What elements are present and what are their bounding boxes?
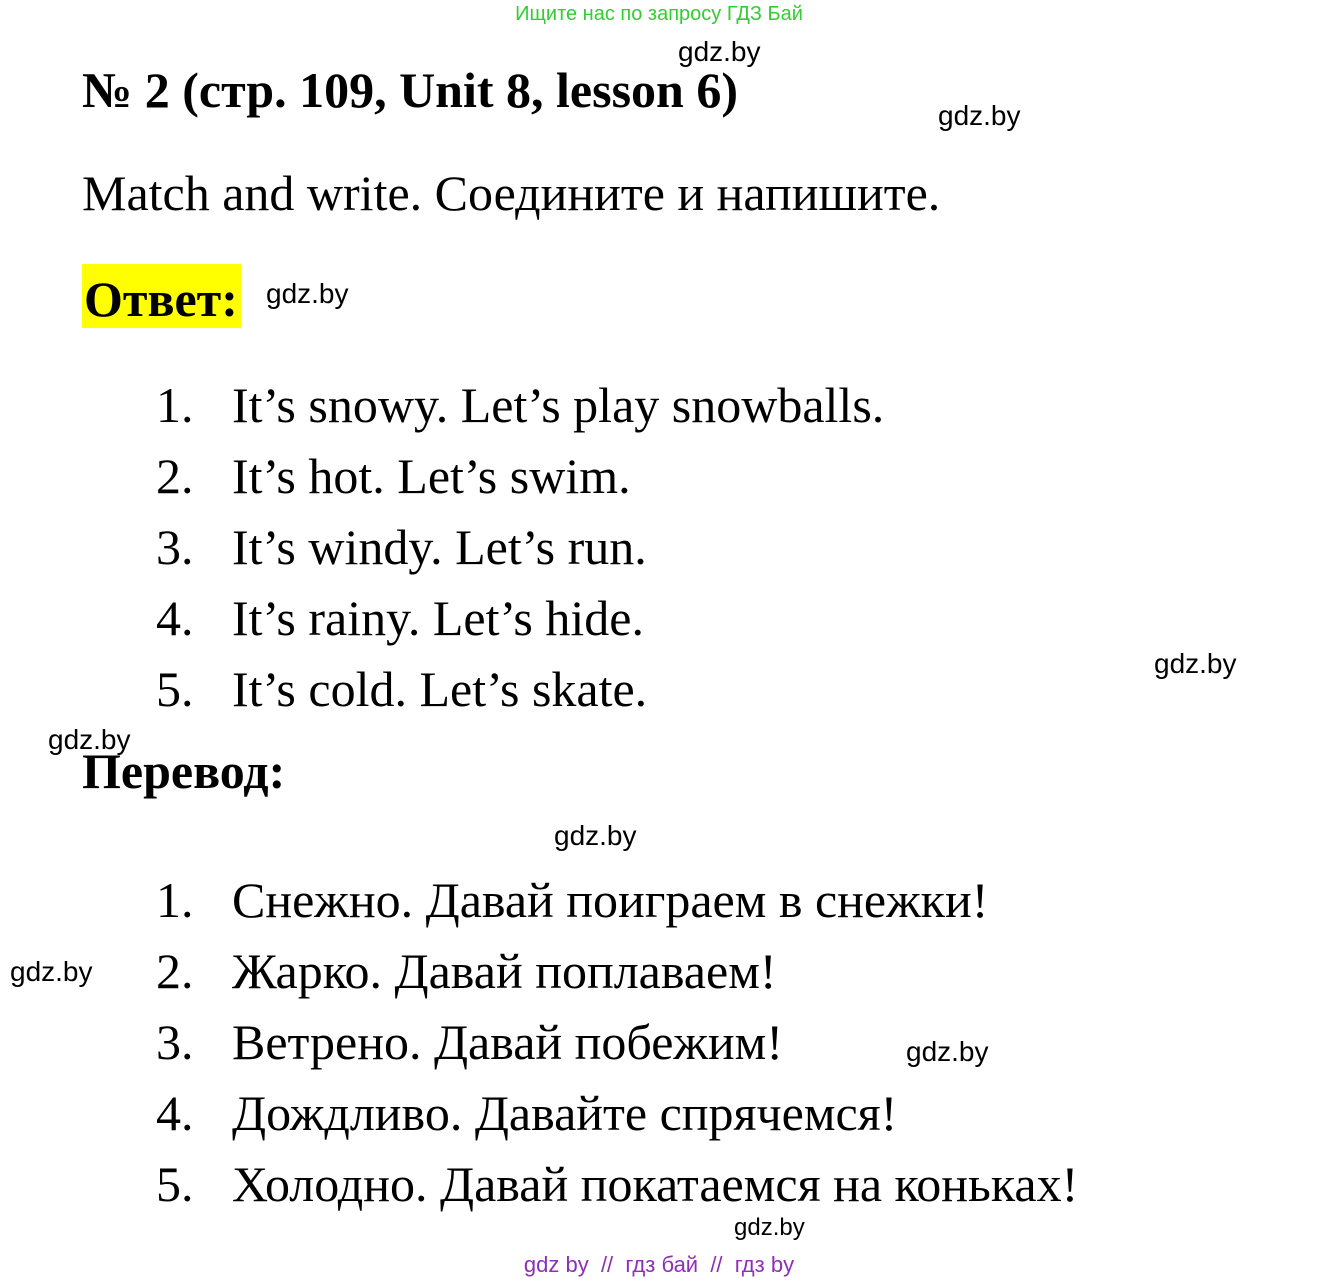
- watermark: gdz.by: [10, 956, 93, 987]
- watermark: gdz.by: [678, 36, 761, 67]
- item-text: Ветрено. Давай побежим!: [232, 1014, 783, 1070]
- answer-label: Ответ:: [82, 264, 241, 328]
- watermark: gdz.by: [266, 278, 349, 309]
- exercise-instruction: Match and write. Соедините и напишите.: [82, 165, 941, 221]
- exercise-title: № 2 (стр. 109, Unit 8, lesson 6): [82, 62, 738, 118]
- item-text: It’s hot. Let’s swim.: [232, 448, 631, 504]
- translation-label: Перевод:: [82, 743, 286, 799]
- item-text: Холодно. Давай покатаемся на коньках!: [232, 1156, 1079, 1212]
- item-number: 2.: [156, 448, 194, 504]
- watermark: gdz.by: [48, 724, 131, 755]
- item-number: 4.: [156, 1085, 194, 1141]
- item-number: 1.: [156, 377, 194, 433]
- search-hint-link[interactable]: Ищите нас по запросу ГДЗ Бай: [515, 3, 803, 25]
- footer-links[interactable]: gdz by // гдз бай // гдз by: [523, 1252, 795, 1277]
- item-number: 3.: [156, 519, 194, 575]
- watermark: gdz.by: [554, 820, 637, 851]
- item-number: 1.: [156, 872, 194, 928]
- item-number: 2.: [156, 943, 194, 999]
- watermark: gdz.by: [938, 100, 1021, 131]
- item-text: It’s snowy. Let’s play snowballs.: [232, 377, 885, 433]
- watermark: gdz.by: [1154, 648, 1237, 679]
- item-text: Жарко. Давай поплаваем!: [232, 943, 777, 999]
- watermark: gdz.by: [734, 1214, 805, 1241]
- item-number: 5.: [156, 1156, 194, 1212]
- item-text: It’s rainy. Let’s hide.: [232, 590, 644, 646]
- item-number: 4.: [156, 590, 194, 646]
- item-number: 5.: [156, 661, 194, 717]
- item-text: Дождливо. Давайте спрячемся!: [232, 1085, 898, 1141]
- watermark: gdz.by: [906, 1036, 989, 1067]
- item-text: Снежно. Давай поиграем в снежки!: [232, 872, 989, 928]
- item-text: It’s cold. Let’s skate.: [232, 661, 648, 717]
- item-text: It’s windy. Let’s run.: [232, 519, 647, 575]
- item-number: 3.: [156, 1014, 194, 1070]
